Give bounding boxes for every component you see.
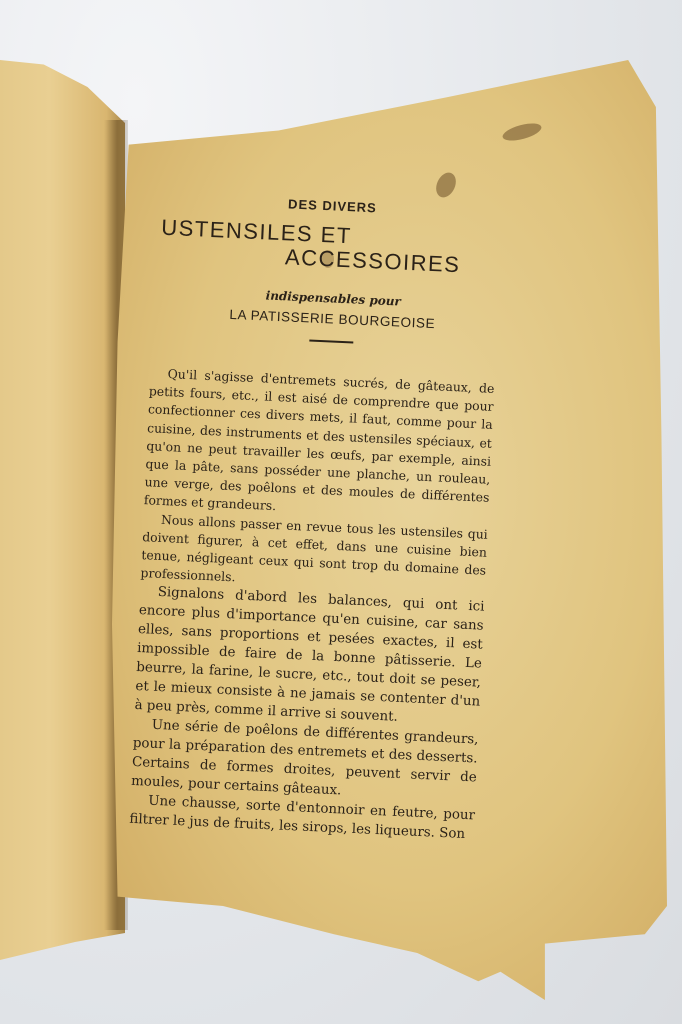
heading-ustensiles: USTENSILES ET: [160, 214, 353, 249]
paragraph: Nous allons passer en revue tous les ustensiles qui doivent figurer, à cet effet, dans une cuisine bien tenue, négligeant ceux qui sont trop du domaine des professionnels.: [140, 511, 489, 585]
heading-patisserie: LA PATISSERIE BOURGEOISE: [229, 306, 436, 332]
paragraph: Qu'il s'agisse d'entremets sucrés, de gâteaux, de petits fours, etc., il est aisé de comprendre que pour confectionner ces divers mets, il faut, comme pour la cuisine, des instruments et des ustensiles spéciaux, et qu'on ne peut travailler les œufs, par exemple, ainsi que la pâte, sans posséder une planche, un rouleau, une verge, des poêlons et des moules de différentes formes et grandeurs.: [143, 366, 495, 514]
title-rule: [309, 339, 353, 343]
stain-upper: [432, 169, 459, 200]
subtitle-indispensables: indispensables pour: [265, 288, 402, 309]
stain-top-right: [501, 120, 543, 144]
paragraph: Signalons d'abord les balances, qui ont ici encore plus d'importance qu'en cuisine, car sans elles, sans proportions et pesées exactes, il est impossible de faire de la bonne pâtisserie. Le beurre, la farine, le sucre, etc., tout doit se peser, et le mieux consiste à ne jamais se contenter d'un à peu près, comme il arrive si souvent.: [134, 585, 485, 726]
page-text: [119, 190, 508, 845]
heading-des-divers: DES DIVERS: [287, 196, 378, 216]
body-text: [129, 364, 495, 845]
heading-accessoires: ACCESSOIRES: [284, 244, 461, 278]
paragraph: Une série de poêlons de différentes grandeurs, pour la préparation des entremets et des desserts. Certains de formes droites, peuvent servir de moules, pour certains gâteaux.: [130, 718, 479, 799]
paragraph: Une chausse, sorte d'entonnoir en feutre, pour filtrer le jus de fruits, les sirops, les liqueurs. Son: [129, 794, 476, 843]
